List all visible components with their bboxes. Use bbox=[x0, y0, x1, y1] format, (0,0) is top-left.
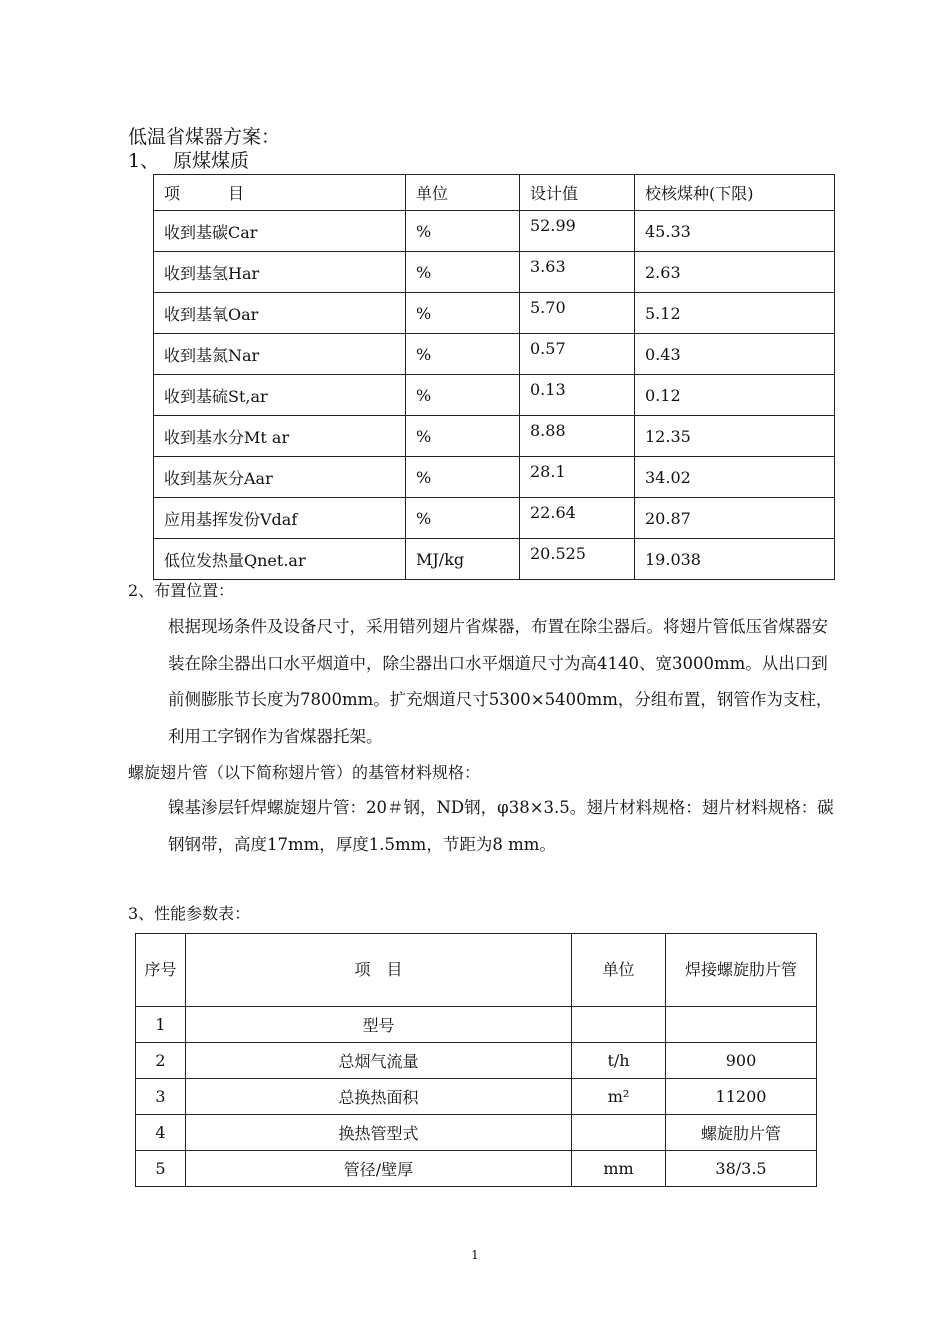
table-row bbox=[154, 293, 835, 334]
table-cell: 收到基氢Har bbox=[154, 252, 406, 293]
table-cell: 螺旋肋片管 bbox=[666, 1115, 817, 1151]
table-cell: % bbox=[406, 375, 520, 416]
table-cell: 收到基水分Mt ar bbox=[154, 416, 406, 457]
table-cell: MJ/kg bbox=[406, 539, 520, 580]
table-cell: 28.1 bbox=[520, 457, 635, 498]
table-header-cell: 设计值 bbox=[520, 175, 635, 211]
table-cell: 8.88 bbox=[520, 416, 635, 457]
table-row bbox=[154, 539, 835, 580]
table-cell: 20.525 bbox=[520, 539, 635, 580]
table-cell: 0.57 bbox=[520, 334, 635, 375]
coal-quality-table bbox=[153, 174, 835, 580]
table-header-row bbox=[136, 934, 817, 1007]
table-cell: 52.99 bbox=[520, 211, 635, 252]
fin-tube-spec-heading: 螺旋翅片管（以下简称翅片管）的基管材料规格： bbox=[128, 763, 481, 782]
table-row bbox=[154, 252, 835, 293]
doc-title: 低温省煤器方案： bbox=[128, 126, 281, 148]
page-number: 1 bbox=[471, 1248, 479, 1262]
table-cell: m² bbox=[572, 1079, 666, 1115]
table-row bbox=[136, 1079, 817, 1115]
table-header-cell: 焊接螺旋肋片管 bbox=[666, 934, 817, 1007]
section-1-heading bbox=[128, 146, 249, 173]
table-row bbox=[154, 375, 835, 416]
table-cell: % bbox=[406, 252, 520, 293]
layout-paragraph bbox=[128, 609, 834, 755]
table-cell: % bbox=[406, 334, 520, 375]
table-cell: 应用基挥发份Vdaf bbox=[154, 498, 406, 539]
table-cell bbox=[572, 1007, 666, 1043]
performance-table bbox=[135, 933, 817, 1187]
table-cell: 45.33 bbox=[635, 211, 835, 252]
table-cell: 5 bbox=[136, 1151, 186, 1187]
table-cell: 3 bbox=[136, 1079, 186, 1115]
table-cell: 换热管型式 bbox=[186, 1115, 572, 1151]
table-cell: mm bbox=[572, 1151, 666, 1187]
table-cell: 收到基氮Nar bbox=[154, 334, 406, 375]
table-cell: % bbox=[406, 416, 520, 457]
layout-paragraph-text: 根据现场条件及设备尺寸，采用错列翅片省煤器，布置在除尘器后。将翅片管低压省煤器安装在除尘器出口水平烟道中，除尘器出口水平烟道尺寸为高4140、宽3000mm。从出口到前侧膨胀节长度为7800mm。扩充烟道尺寸5300×5400mm，分组布置，钢管作为支柱，利用工字钢作为省煤器托架。 bbox=[168, 617, 833, 746]
table-cell: 总换热面积 bbox=[186, 1079, 572, 1115]
table-cell: 900 bbox=[666, 1043, 817, 1079]
table-cell: 22.64 bbox=[520, 498, 635, 539]
table-cell: 11200 bbox=[666, 1079, 817, 1115]
table-cell: 管径/壁厚 bbox=[186, 1151, 572, 1187]
table-cell: 34.02 bbox=[635, 457, 835, 498]
table-cell: 低位发热量Qnet.ar bbox=[154, 539, 406, 580]
section-1-number: 1、 bbox=[128, 150, 160, 172]
table-header-cell: 单位 bbox=[406, 175, 520, 211]
table-cell: 3.63 bbox=[520, 252, 635, 293]
table-cell: 20.87 bbox=[635, 498, 835, 539]
table-cell: t/h bbox=[572, 1043, 666, 1079]
table-row bbox=[154, 334, 835, 375]
table-cell: 0.13 bbox=[520, 375, 635, 416]
fin-tube-spec-paragraph bbox=[128, 790, 834, 863]
section-2-heading: 2、布置位置： bbox=[128, 581, 235, 600]
table-row bbox=[136, 1151, 817, 1187]
table-cell: 0.43 bbox=[635, 334, 835, 375]
table-cell: % bbox=[406, 498, 520, 539]
fin-tube-spec-text: 镍基渗层钎焊螺旋翅片管：20＃钢，ND钢，φ38×3.5。翅片材料规格：翅片材料规格：碳钢钢带，高度17mm，厚度1.5mm，节距为8 mm。 bbox=[168, 798, 834, 854]
table-cell: % bbox=[406, 293, 520, 334]
table-row bbox=[154, 498, 835, 539]
table-row bbox=[154, 211, 835, 252]
table-row bbox=[154, 416, 835, 457]
table-header-cell: 单位 bbox=[572, 934, 666, 1007]
table-cell: 收到基灰分Aar bbox=[154, 457, 406, 498]
table-cell: 2.63 bbox=[635, 252, 835, 293]
table-cell bbox=[572, 1115, 666, 1151]
table-cell: 4 bbox=[136, 1115, 186, 1151]
table-cell bbox=[666, 1007, 817, 1043]
table-header-cell: 项 目 bbox=[186, 934, 572, 1007]
section-1-label: 原煤煤质 bbox=[173, 150, 250, 172]
table-cell: % bbox=[406, 211, 520, 252]
table-cell: 19.038 bbox=[635, 539, 835, 580]
table-cell: 5.12 bbox=[635, 293, 835, 334]
table-row bbox=[136, 1007, 817, 1043]
table-row bbox=[154, 457, 835, 498]
table-cell: 总烟气流量 bbox=[186, 1043, 572, 1079]
table-row bbox=[136, 1115, 817, 1151]
table-cell: 收到基碳Car bbox=[154, 211, 406, 252]
table-cell: 0.12 bbox=[635, 375, 835, 416]
section-3-heading: 3、性能参数表： bbox=[128, 904, 251, 923]
table-cell: 5.70 bbox=[520, 293, 635, 334]
table-row bbox=[136, 1043, 817, 1079]
table-header-cell: 序号 bbox=[136, 934, 186, 1007]
table-cell: 38/3.5 bbox=[666, 1151, 817, 1187]
table-cell: 1 bbox=[136, 1007, 186, 1043]
table-cell: 型号 bbox=[186, 1007, 572, 1043]
table-cell: 12.35 bbox=[635, 416, 835, 457]
table-cell: 收到基氧Oar bbox=[154, 293, 406, 334]
table-cell: % bbox=[406, 457, 520, 498]
table-header-row bbox=[154, 175, 835, 211]
table-cell: 收到基硫St,ar bbox=[154, 375, 406, 416]
table-cell: 2 bbox=[136, 1043, 186, 1079]
table-header-cell: 校核煤种(下限) bbox=[635, 175, 835, 211]
table-header-cell: 项 目 bbox=[154, 175, 406, 211]
